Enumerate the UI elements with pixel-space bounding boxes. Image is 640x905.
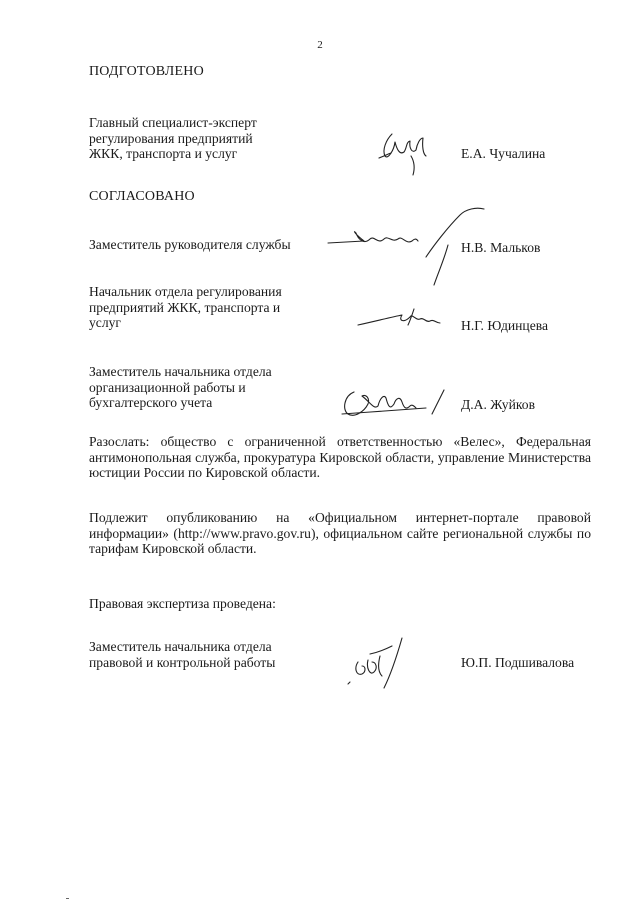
agreed-signer-2-role: Начальник отдела регулирования предприятий ЖКК, транспорта и услуг bbox=[89, 284, 282, 330]
prepared-heading: ПОДГОТОВЛЕНО bbox=[89, 64, 204, 79]
agreed-signer-3-name: Д.А. Жуйков bbox=[461, 397, 536, 412]
page-number: 2 bbox=[317, 39, 323, 51]
agreed-signer-2-signature bbox=[356, 303, 456, 331]
agreed-heading: СОГЛАСОВАНО bbox=[89, 189, 195, 204]
legal-review-name: Ю.П. Подшивалова bbox=[461, 655, 575, 670]
legal-review-heading: Правовая экспертиза проведена: bbox=[89, 596, 276, 611]
legal-review-signature bbox=[340, 632, 408, 690]
publication-paragraph: Подлежит опубликованию на «Официальном интернет-портале правовой информации» (http://www.pravo.gov.ru), официальном сайте региональной службы по тарифам Кировской области. bbox=[89, 510, 591, 556]
distribution-paragraph: Разослать: общество с ограниченной ответственностью «Велес», Федеральная антимонопольная служба, прокуратура Кировской области, управление Министерства юстиции России по Кировской области. bbox=[89, 434, 591, 480]
agreed-signer-2-name: Н.Г. Юдинцева bbox=[461, 318, 549, 333]
prepared-signer-role: Главный специалист-эксперт регулирования предприятий ЖКК, транспорта и услуг bbox=[89, 115, 257, 161]
agreed-signer-3-signature bbox=[340, 384, 460, 424]
agreed-signer-3-role: Заместитель начальника отдела организационной работы и бухгалтерского учета bbox=[89, 364, 272, 410]
scan-speck bbox=[66, 898, 69, 899]
legal-review-role: Заместитель начальника отдела правовой и контрольной работы bbox=[89, 639, 276, 670]
agreed-signer-1-name: Н.В. Мальков bbox=[461, 240, 541, 255]
prepared-signature bbox=[376, 128, 438, 176]
agreed-signer-1-role: Заместитель руководителя службы bbox=[89, 237, 291, 252]
prepared-signer-name: Е.А. Чучалина bbox=[461, 146, 546, 161]
